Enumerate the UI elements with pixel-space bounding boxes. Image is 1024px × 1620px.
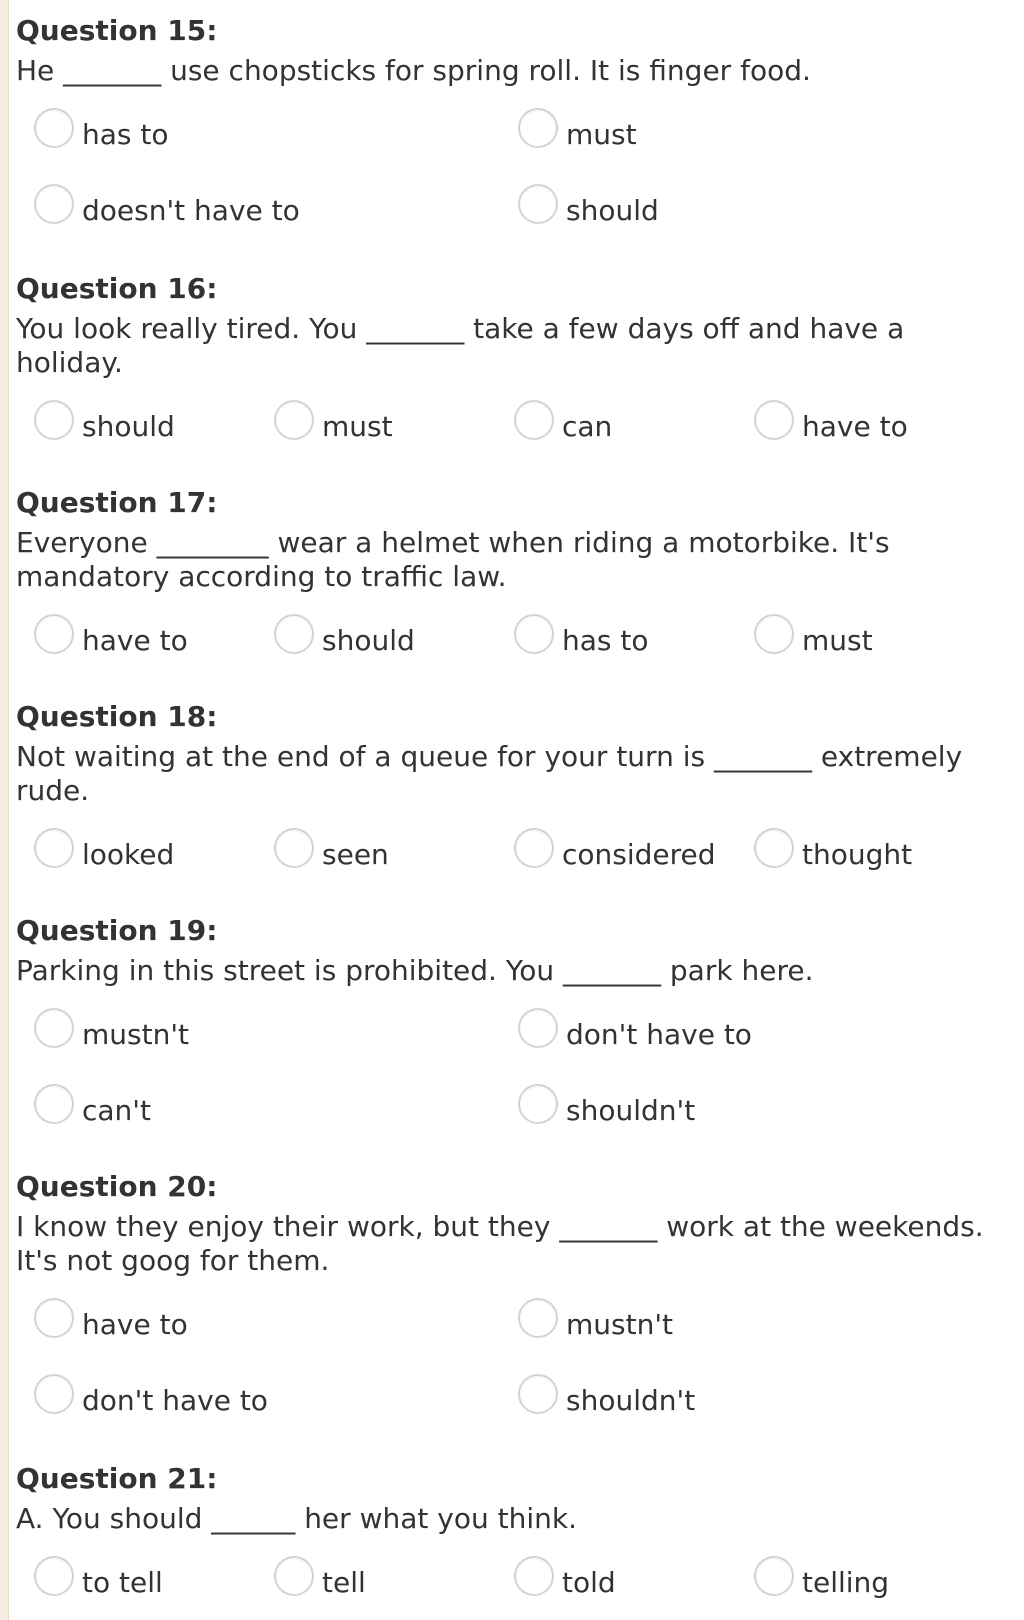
radio-button[interactable] <box>518 1374 558 1414</box>
radio-button[interactable] <box>514 1556 554 1596</box>
options <box>16 1008 994 1164</box>
option-label: mustn't <box>82 1018 190 1051</box>
option-label: have to <box>802 410 908 443</box>
question-text: You look really tired. You _______ take a few days off and have a holiday. <box>16 312 905 379</box>
question-20 <box>16 1170 994 1454</box>
option-label: has to <box>562 624 649 657</box>
question-title: Question 20: <box>16 1170 218 1203</box>
options <box>16 828 994 878</box>
option-label: should <box>566 194 659 227</box>
option-label: considered <box>562 838 716 871</box>
option-label: must <box>322 410 393 443</box>
question-18 <box>16 700 994 878</box>
option-label: doesn't have to <box>82 194 300 227</box>
option-label: can <box>562 410 613 443</box>
option-label: must <box>566 118 637 151</box>
question-title: Question 17: <box>16 486 218 519</box>
question-title: Question 16: <box>16 272 218 305</box>
option-label: must <box>802 624 873 657</box>
radio-button[interactable] <box>754 828 794 868</box>
question-title: Question 18: <box>16 700 218 733</box>
option-label: have to <box>82 1308 188 1341</box>
radio-button[interactable] <box>34 108 74 148</box>
radio-button[interactable] <box>518 1008 558 1048</box>
question-17 <box>16 486 994 664</box>
question-text: He _______ use chopsticks for spring roll. It is finger food. <box>16 54 811 87</box>
options <box>16 1298 994 1454</box>
radio-button[interactable] <box>34 1298 74 1338</box>
options <box>16 1556 994 1606</box>
radio-button[interactable] <box>34 1556 74 1596</box>
radio-button[interactable] <box>34 828 74 868</box>
question-text: Not waiting at the end of a queue for your turn is _______ extremely rude. <box>16 740 963 807</box>
question-title: Question 15: <box>16 14 218 47</box>
option-label: should <box>82 410 175 443</box>
option-label: thought <box>802 838 913 871</box>
radio-button[interactable] <box>34 184 74 224</box>
options <box>16 400 994 450</box>
option-label: to tell <box>82 1566 163 1599</box>
question-21 <box>16 1462 994 1606</box>
options <box>16 108 994 264</box>
question-text: Parking in this street is prohibited. You _______ park here. <box>16 954 814 987</box>
radio-button[interactable] <box>34 614 74 654</box>
question-16 <box>16 272 994 450</box>
question-text: A. You should ______ her what you think. <box>16 1502 577 1535</box>
option-label: don't have to <box>82 1384 268 1417</box>
radio-button[interactable] <box>34 400 74 440</box>
option-label: can't <box>82 1094 151 1127</box>
question-title: Question 19: <box>16 914 218 947</box>
option-label: told <box>562 1566 616 1599</box>
radio-button[interactable] <box>34 1374 74 1414</box>
radio-button[interactable] <box>518 184 558 224</box>
question-text: I know they enjoy their work, but they _______ work at the weekends. It's not goog for them. <box>16 1210 984 1277</box>
radio-button[interactable] <box>754 400 794 440</box>
radio-button[interactable] <box>514 400 554 440</box>
radio-button[interactable] <box>34 1008 74 1048</box>
left-border <box>0 0 9 1620</box>
options <box>16 614 994 664</box>
option-label: looked <box>82 838 175 871</box>
radio-button[interactable] <box>274 400 314 440</box>
option-label: have to <box>82 624 188 657</box>
option-label: seen <box>322 838 389 871</box>
option-label: should <box>322 624 415 657</box>
option-label: don't have to <box>566 1018 752 1051</box>
radio-button[interactable] <box>754 1556 794 1596</box>
radio-button[interactable] <box>274 1556 314 1596</box>
radio-button[interactable] <box>518 108 558 148</box>
radio-button[interactable] <box>518 1298 558 1338</box>
question-15 <box>16 14 994 264</box>
question-text: Everyone ________ wear a helmet when riding a motorbike. It's mandatory according to traffic law. <box>16 526 890 593</box>
radio-button[interactable] <box>274 614 314 654</box>
question-title: Question 21: <box>16 1462 218 1495</box>
radio-button[interactable] <box>274 828 314 868</box>
option-label: has to <box>82 118 169 151</box>
radio-button[interactable] <box>34 1084 74 1124</box>
option-label: telling <box>802 1566 890 1599</box>
option-label: shouldn't <box>566 1094 696 1127</box>
radio-button[interactable] <box>518 1084 558 1124</box>
option-label: shouldn't <box>566 1384 696 1417</box>
option-label: tell <box>322 1566 366 1599</box>
radio-button[interactable] <box>514 828 554 868</box>
radio-button[interactable] <box>514 614 554 654</box>
question-19 <box>16 914 994 1164</box>
option-label: mustn't <box>566 1308 674 1341</box>
radio-button[interactable] <box>754 614 794 654</box>
